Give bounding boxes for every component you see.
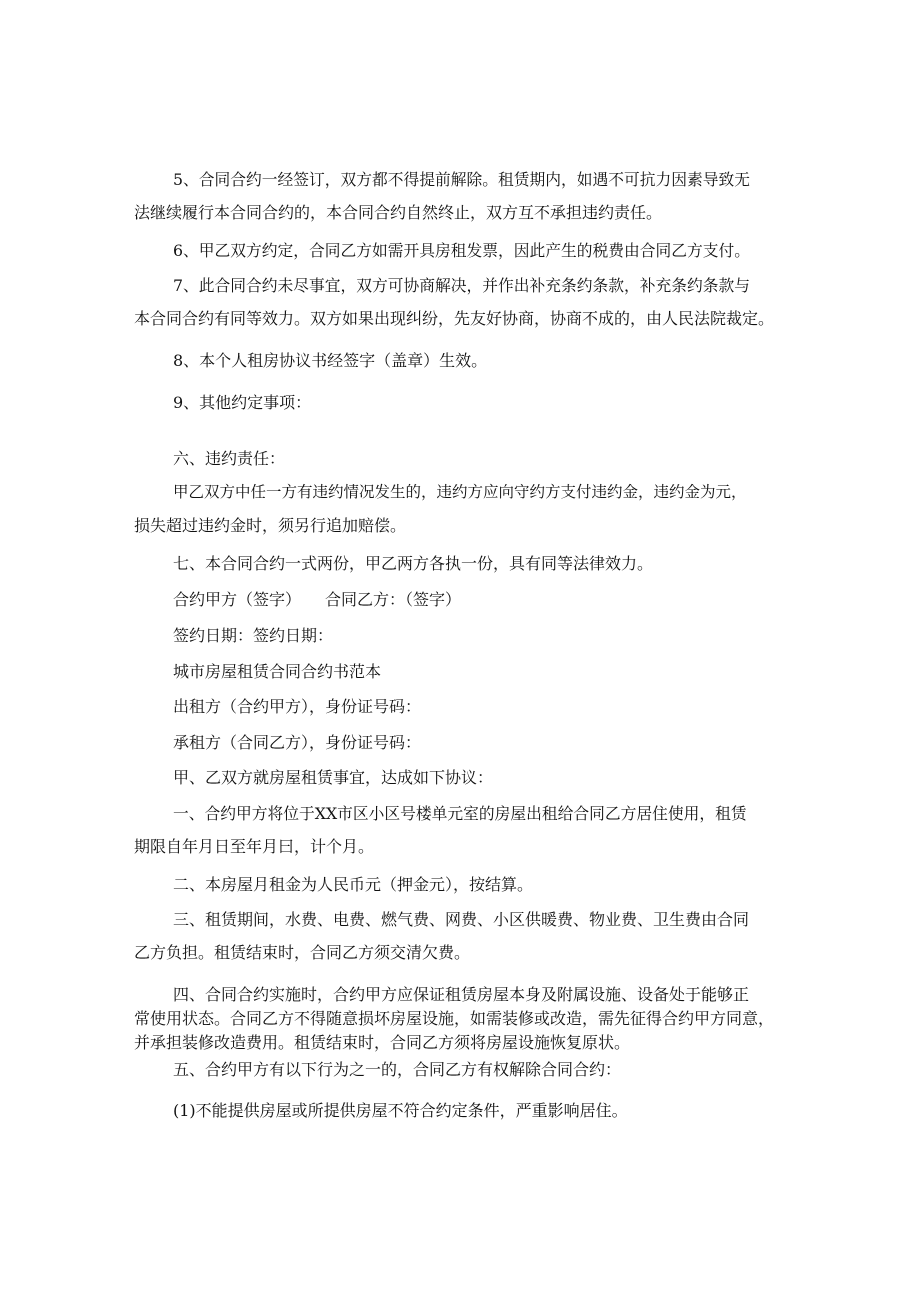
- text-line: 三、租赁期间，水费、电费、燃气费、网费、小区供暖费、物业费、卫生费由合同: [173, 910, 750, 929]
- text-line: 6、甲乙双方约定，合同乙方如需开具房租发票，因此产生的税费由合同乙方支付。: [173, 241, 751, 260]
- text-line: 乙方负担。租赁结束时，合同乙方须交清欠费。: [134, 943, 471, 962]
- article-5-paragraph: [134, 1053, 794, 1086]
- text-line: 甲乙双方中任一方有违约情况发生的，违约方应向守约方支付违约金，违约金为元，: [173, 483, 747, 501]
- text-line: 法继续履行本合同合约的，本合同合约自然终止，双方互不承担违约责任。: [134, 203, 663, 222]
- signature-line: [134, 583, 794, 616]
- article-4-paragraph: [134, 983, 794, 1055]
- text-line: 签约日期：签约日期：: [173, 626, 334, 645]
- text-line: 损失超过违约金时，须另行追加赔偿。: [134, 516, 407, 535]
- clause-6-paragraph: [134, 234, 794, 267]
- breach-paragraph: [134, 476, 794, 542]
- text-line: 5、合同合约一经签订，双方都不得提前解除。租赁期内，如遇不可抗力因素导致无: [173, 170, 751, 189]
- article-2-paragraph: [134, 868, 794, 901]
- text-line: 七、本合同合约一式两份，甲乙两方各执一份，具有同等法律效力。: [173, 554, 654, 573]
- article-1-paragraph: [134, 797, 794, 863]
- text-line: 合约甲方（签字） 合同乙方：（签字）: [173, 590, 462, 609]
- text-line: 一、合约甲方将位于XX市区小区号楼单元室的房屋出租给合同乙方居住使用，租赁: [173, 804, 747, 823]
- clause-7-paragraph: [134, 269, 794, 335]
- signing-date-line: [134, 619, 794, 652]
- text-line: 四、合同合约实施时，合约甲方应保证租赁房屋本身及附属设施、设备处于能够正: [173, 985, 750, 1004]
- text-line: 六、违约责任：: [173, 449, 286, 468]
- text-line: 期限自年月日至年月曰，计个月。: [134, 837, 375, 856]
- text-line: 并承担装修改造费用。租赁结束时，合同乙方须将房屋设施恢复原状。: [134, 1033, 631, 1052]
- text-line: 本合同合约有同等效力。双方如果出现纠纷，先友好协商，协商不成的，由人民法院裁定。: [134, 309, 775, 328]
- section-7-paragraph: [134, 547, 794, 580]
- lessor-line: [134, 690, 794, 723]
- article-5-item-1: [134, 1094, 794, 1127]
- section-6-heading: [134, 442, 794, 475]
- clause-9-paragraph: [134, 386, 794, 419]
- text-line: (1)不能提供房屋或所提供房屋不符合约定条件，严重影响居住。: [173, 1101, 628, 1120]
- template-title: [134, 655, 794, 688]
- text-line: 常使用状态。合同乙方不得随意损坏房屋设施，如需装修或改造，需先征得合约甲方同意，: [134, 1009, 775, 1028]
- text-line: 二、本房屋月租金为人民币元（押金元），按结算。: [173, 875, 534, 894]
- text-line: 甲、乙双方就房屋租赁事宜，达成如下协议：: [173, 768, 494, 787]
- article-3-paragraph: [134, 903, 794, 969]
- clause-8-paragraph: [134, 344, 794, 377]
- clause-5-paragraph: [134, 163, 794, 229]
- text-line: 城市房屋租赁合同合约书范本: [173, 662, 382, 681]
- text-line: 五、合约甲方有以下行为之一的，合同乙方有权解除合同合约：: [173, 1060, 622, 1079]
- text-line: 出租方（合约甲方），身份证号码：: [173, 697, 422, 716]
- lessee-line: [134, 726, 794, 759]
- text-line: 承租方（合同乙方），身份证号码：: [173, 733, 422, 752]
- text-line: 8、本个人租房协议书经签字（盖章）生效。: [173, 351, 488, 370]
- text-line: 7、此合同合约未尽事宜，双方可协商解决，并作出补充条约条款，补充条约条款与: [173, 276, 751, 295]
- text-line: 9、其他约定事项：: [173, 393, 312, 412]
- agreement-intro: [134, 761, 794, 794]
